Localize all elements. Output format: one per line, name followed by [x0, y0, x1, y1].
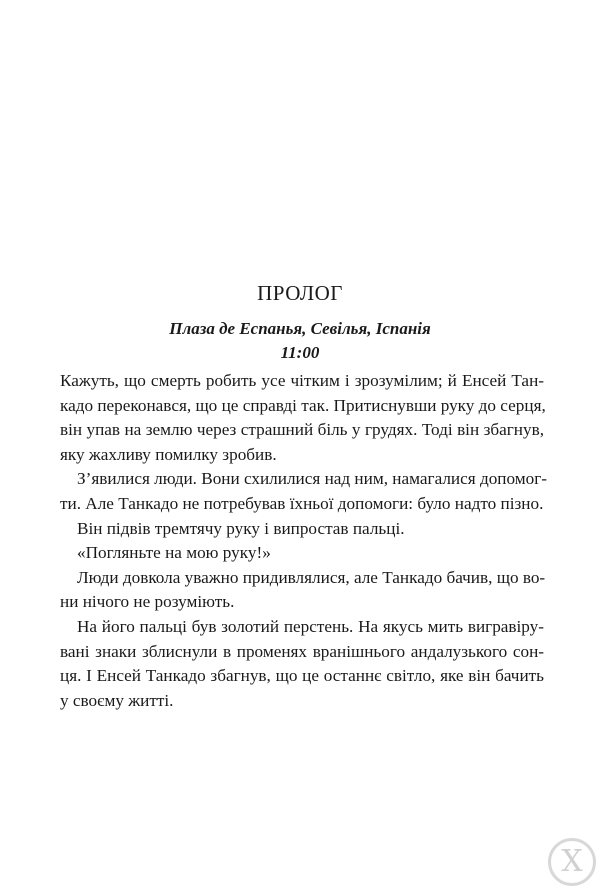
text-line: кадо переконався, що це справді так. Притиснувши руку до серця,: [60, 395, 546, 415]
chapter-place: Плаза де Еспанья, Севілья, Іспанія: [169, 319, 431, 338]
text-line: Люди довкола уважно придивлялися, але Танкадо бачив, що во-: [77, 567, 546, 587]
chapter-title: ПРОЛОГ: [257, 281, 343, 305]
text-line: він упав на землю через страшний біль у грудях. Тоді він збагнув,: [60, 420, 544, 440]
text-line: «Погляньте на мою руку!»: [77, 543, 271, 563]
text-line: З’явилися люди. Вони схилилися над ним, намагалися допомог-: [77, 469, 547, 489]
publisher-logo-icon: [548, 838, 596, 886]
text-line: у своєму житті.: [60, 690, 174, 710]
text-line: Він підвів тремтячу руку і випростав пальці.: [77, 518, 405, 538]
paragraph-5: [60, 566, 544, 615]
text-line: ни нічого не розуміють.: [60, 592, 235, 612]
text-line: На його пальці був золотий перстень. На якусь мить вигравіру-: [77, 616, 544, 636]
chapter-time: 11:00: [280, 343, 320, 362]
paragraph-4: [60, 541, 544, 566]
paragraph-3: [60, 517, 544, 542]
text-line: ця. І Енсей Танкадо збагнув, що це останнє світло, яке він бачить: [60, 666, 544, 686]
body-text: [60, 369, 547, 713]
text-line: яку жахливу помилку зробив.: [60, 444, 277, 464]
watermark-letter: X: [561, 844, 583, 879]
paragraph-6: [60, 615, 544, 713]
paragraph-2: [60, 467, 547, 516]
text-line: Кажуть, що смерть робить усе чітким і зрозумілим; й Енсей Тан-: [60, 371, 544, 390]
paragraph-1: [60, 369, 544, 467]
text-line: вані знаки зблиснули в променях вранішнього андалузького сон-: [60, 641, 544, 661]
text-line: ти. Але Танкадо не потребував їхньої допомоги: було надто пізно.: [60, 493, 544, 513]
